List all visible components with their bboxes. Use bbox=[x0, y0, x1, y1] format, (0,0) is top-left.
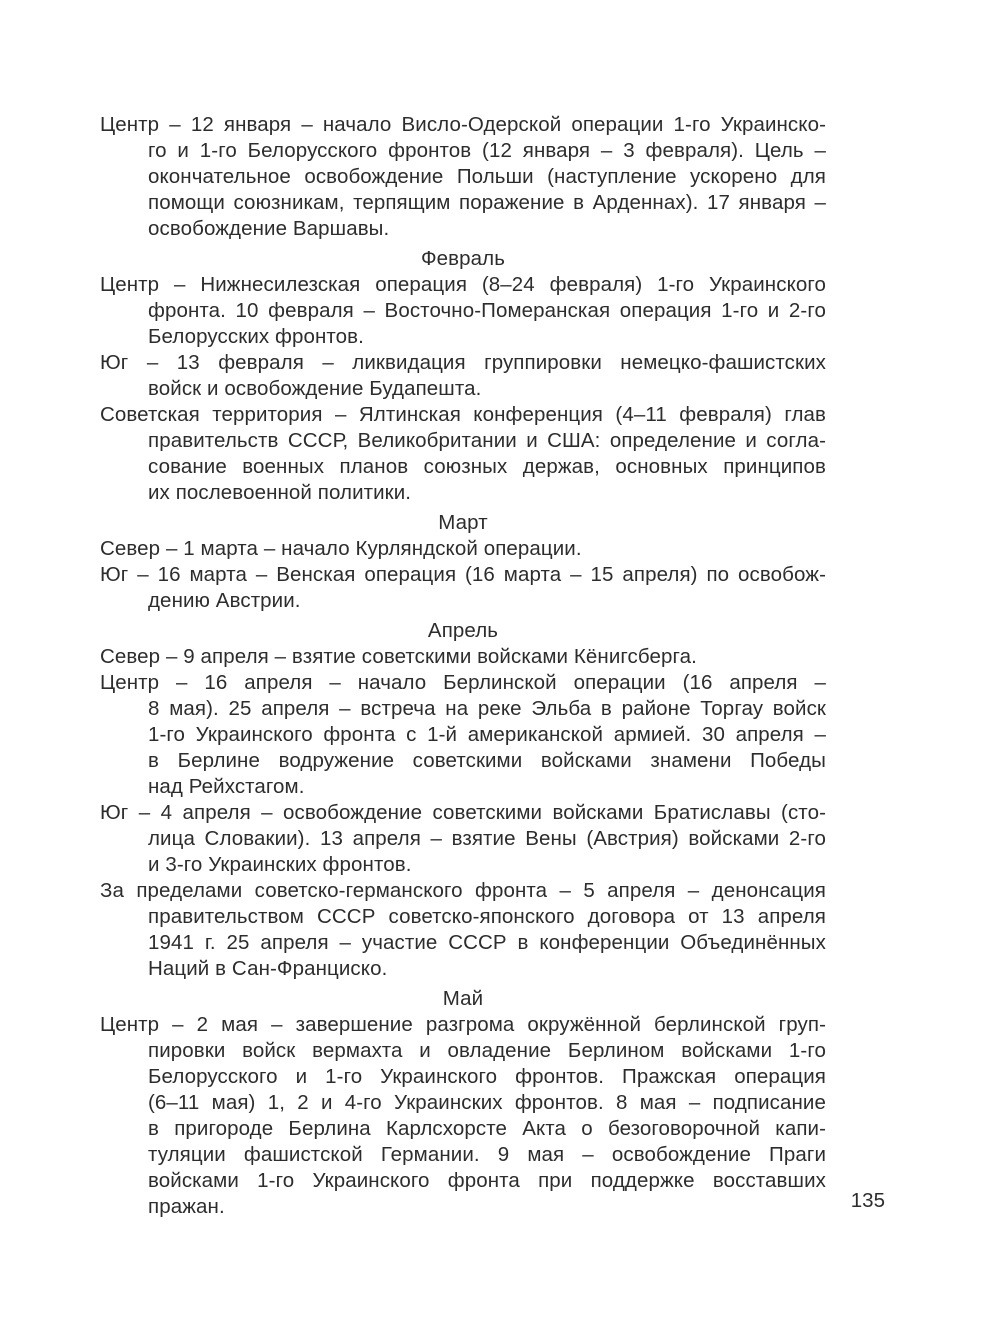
text-line: войсками 1-го Украинского фронта при поддержке восставших bbox=[148, 1169, 826, 1192]
text-line: над Рейхстагом. bbox=[148, 775, 305, 798]
paragraph bbox=[100, 562, 826, 614]
text-line: окончательное освобождение Польши (наступление ускорено для bbox=[148, 165, 826, 188]
paragraph bbox=[100, 1012, 826, 1220]
text-line: 8 мая). 25 апреля – встреча на реке Эльба в районе Торгау войск bbox=[148, 697, 826, 720]
text-line: и 3-го Украинских фронтов. bbox=[148, 853, 412, 876]
text-line: 1941 г. 25 апреля – участие СССР в конференции Объединённых bbox=[148, 931, 826, 954]
section-heading: Май bbox=[442, 987, 484, 1010]
text-block bbox=[100, 112, 826, 1220]
text-line: Север – 1 марта – начало Курляндской операции. bbox=[100, 537, 582, 560]
text-line: в пригороде Берлина Карлсхорсте Акта о безоговорочной капи- bbox=[148, 1117, 826, 1140]
text-line: Юг – 13 февраля – ликвидация группировки немецко-фашистских bbox=[100, 351, 826, 374]
text-line: сование военных планов союзных держав, основных принципов bbox=[148, 455, 826, 478]
text-line: правительством СССР советско-японского договора от 13 апреля bbox=[148, 905, 826, 928]
paragraph bbox=[100, 536, 826, 562]
paragraph bbox=[100, 800, 826, 878]
text-line: Наций в Сан-Франциско. bbox=[148, 957, 388, 980]
paragraph bbox=[100, 644, 826, 670]
text-line: 1-го Украинского фронта с 1-й американской армией. 30 апреля – bbox=[148, 723, 826, 746]
text-line: туляции фашистской Германии. 9 мая – освобождение Праги bbox=[148, 1143, 826, 1166]
page-number: 135 bbox=[850, 1189, 885, 1212]
text-line: их послевоенной политики. bbox=[148, 481, 412, 504]
paragraph bbox=[100, 350, 826, 402]
text-line: правительств СССР, Великобритании и США: определение и согла- bbox=[148, 429, 826, 452]
text-line: Центр – Нижнесилезская операция (8–24 февраля) 1-го Украинского bbox=[100, 273, 826, 296]
text-line: фронта. 10 февраля – Восточно-Померанская операция 1-го и 2-го bbox=[148, 299, 826, 322]
text-line: Советская территория – Ялтинская конференция (4–11 февраля) глав bbox=[100, 403, 826, 426]
text-line: Белорусских фронтов. bbox=[148, 325, 364, 348]
text-line: Белорусского и 1-го Украинского фронтов. Пражская операция bbox=[148, 1065, 826, 1088]
section-heading: Апрель bbox=[427, 619, 499, 642]
section-heading: Март bbox=[438, 511, 488, 534]
paragraph bbox=[100, 272, 826, 350]
text-line: помощи союзникам, терпящим поражение в Арденнах). 17 января – bbox=[148, 191, 826, 214]
paragraph bbox=[100, 670, 826, 800]
text-line: освобождение Варшавы. bbox=[148, 217, 390, 240]
section-heading: Февраль bbox=[420, 247, 506, 270]
paragraph bbox=[100, 878, 826, 982]
paragraph bbox=[100, 402, 826, 506]
text-line: Центр – 16 апреля – начало Берлинской операции (16 апреля – bbox=[100, 671, 826, 694]
text-line: За пределами советско-германского фронта – 5 апреля – денонсация bbox=[100, 879, 826, 902]
text-line: го и 1-го Белорусского фронтов (12 января – 3 февраля). Цель – bbox=[148, 139, 826, 162]
text-line: Юг – 4 апреля – освобождение советскими войсками Братиславы (сто- bbox=[100, 801, 826, 824]
text-line: пражан. bbox=[148, 1195, 225, 1218]
text-line: пировки войск вермахта и овладение Берлином войсками 1-го bbox=[148, 1039, 826, 1062]
text-line: лица Словакии). 13 апреля – взятие Вены (Австрия) войсками 2-го bbox=[148, 827, 826, 850]
text-line: Центр – 2 мая – завершение разгрома окружённой берлинской груп- bbox=[100, 1013, 826, 1036]
text-line: войск и освобождение Будапешта. bbox=[148, 377, 482, 400]
text-line: Центр – 12 января – начало Висло-Одерской операции 1-го Украинско- bbox=[100, 113, 826, 136]
text-line: дению Австрии. bbox=[148, 589, 301, 612]
text-line: Север – 9 апреля – взятие советскими войсками Кёнигсберга. bbox=[100, 645, 697, 668]
text-line: (6–11 мая) 1, 2 и 4-го Украинских фронтов. 8 мая – подписание bbox=[148, 1091, 826, 1114]
text-line: в Берлине водружение советскими войсками знамени Победы bbox=[148, 749, 826, 772]
paragraph bbox=[100, 112, 826, 242]
text-line: Юг – 16 марта – Венская операция (16 марта – 15 апреля) по освобож- bbox=[100, 563, 826, 586]
